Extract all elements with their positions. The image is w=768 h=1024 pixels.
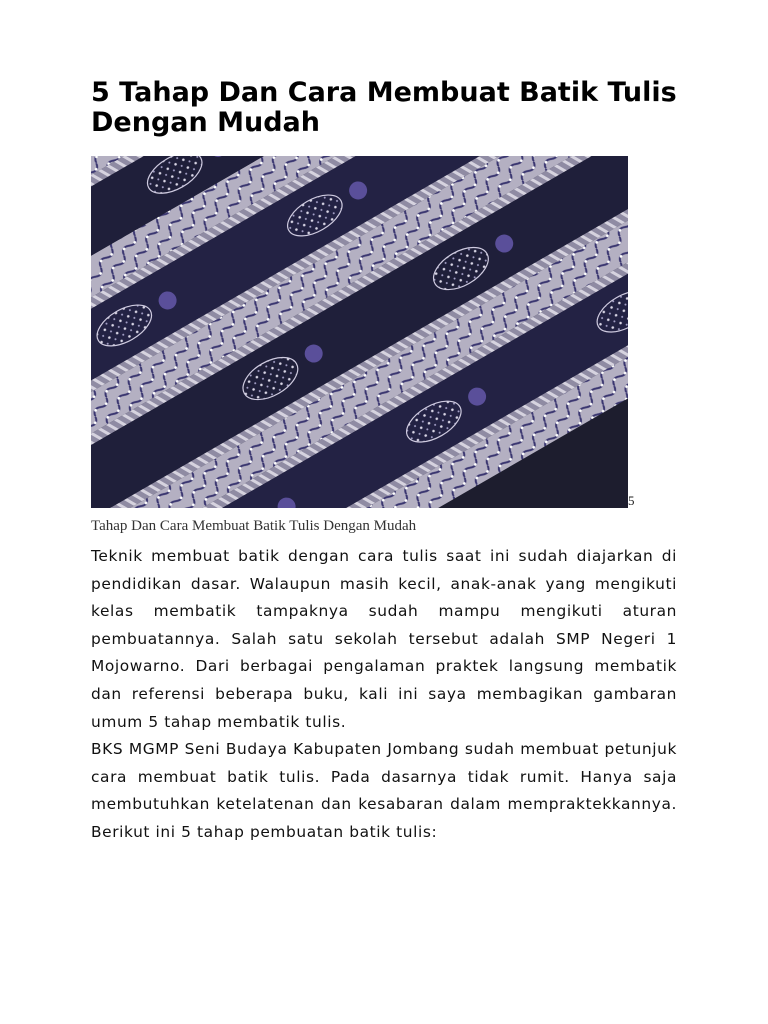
image-caption: Tahap Dan Cara Membuat Batik Tulis Dengan Mudah <box>91 518 417 534</box>
article-title: 5 Tahap Dan Cara Membuat Batik Tulis Dengan Mudah <box>91 77 677 138</box>
paragraph-steps-intro: BKS MGMP Seni Budaya Kabupaten Jombang sudah membuat petunjuk cara membuat batik tulis. Pada dasarnya tidak rumit. Hanya saja membutuhkan ketelatenan dan kesabaran dalam mempraktekkannya. Berikut ini 5 tahap pembuatan batik tulis: <box>91 740 677 841</box>
paragraph-intro: Teknik membuat batik dengan cara tulis saat ini sudah diajarkan di pendidikan dasar. Walaupun masih kecil, anak-anak yang mengikuti kelas membatik tampaknya sudah mampu mengikuti aturan pembuatannya. Salah satu sekolah tersebut adalah SMP Negeri 1 Mojowarno. Dari berbagai pengalaman praktek langsung membatik dan referensi beberapa buku, kali ini saya membagikan gambaran umum 5 tahap membatik tulis. <box>91 547 677 731</box>
article-body <box>91 543 677 847</box>
image-caption-number: 5 <box>628 493 635 508</box>
batik-image <box>91 156 628 508</box>
